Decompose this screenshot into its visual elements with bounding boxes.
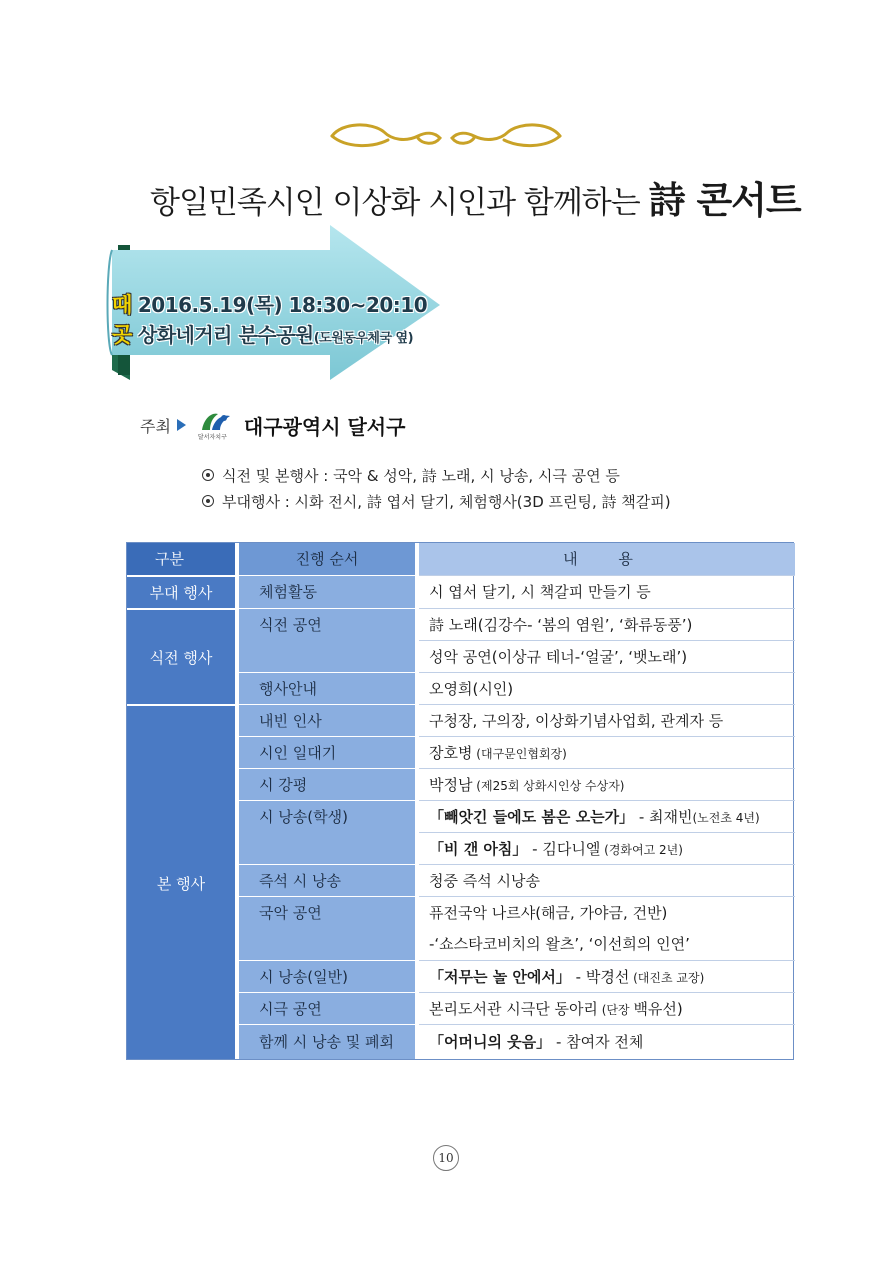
event-date: 2016.5.19(목) 18:30~20:10 [137, 293, 428, 317]
bullet-text: 부대행사 : 시화 전시, 詩 엽서 달기, 체험행사(3D 프린팅, 詩 책갈피) [222, 492, 671, 511]
table-row-order: 시 강평 [239, 768, 415, 800]
table-row-order: 시 낭송(학생) [239, 800, 415, 864]
poem-title: 「저무는 놀 안에서」 [429, 968, 571, 986]
event-place: 상화네거리 분수공원 [137, 323, 314, 347]
circle-dot-bullet-icon [202, 469, 214, 481]
poem-title: 「빼앗긴 들에도 봄은 오는가」 [429, 808, 635, 826]
table-row-order: 시 낭송(일반) [239, 960, 415, 992]
table-row-content: 퓨전국악 나르샤(해금, 가야금, 건반) [419, 896, 795, 928]
table-row-order: 행사안내 [239, 672, 415, 704]
category-side-event: 부대 행사 [127, 575, 235, 608]
table-row-order: 즉석 시 낭송 [239, 864, 415, 896]
event-date-line [112, 289, 427, 319]
dalseo-logo-icon [198, 410, 234, 432]
triangle-arrow-icon [177, 419, 186, 431]
poem-title: 「비 갠 아침」 [429, 840, 528, 858]
table-row-content [419, 800, 795, 832]
logo-caption: 달서자치구 [197, 434, 227, 441]
title-highlight: 詩 콘서트 [648, 178, 801, 222]
table-row-content [419, 832, 795, 864]
content-note: (노전초 4년) [692, 811, 760, 825]
decorative-ornament [322, 118, 570, 154]
when-label: 때 [112, 293, 133, 317]
content-note: (단장 [597, 1003, 634, 1017]
bullet-text: 식전 및 본행사 : 국악 & 성악, 詩 노래, 시 낭송, 시극 공연 등 [222, 466, 620, 485]
event-place-note: (도원동우체국 옆) [313, 331, 414, 346]
content-note: (대구문인협회장) [472, 747, 567, 761]
table-row-content [419, 1024, 795, 1060]
table-row-content [419, 960, 795, 992]
table-row-order: 국악 공연 [239, 896, 415, 960]
table-row-order: 내빈 인사 [239, 704, 415, 736]
content-note: (제25회 상화시인상 수상자) [472, 779, 625, 793]
host-line [140, 410, 405, 440]
table-row-content: 詩 노래(김강수- ‘봄의 염원’, ‘화류동풍’) [419, 608, 795, 640]
content-note: (대진초 교장) [629, 971, 705, 985]
list-item [202, 462, 671, 488]
content-main: 장호병 [429, 744, 473, 762]
content-main: 박정남 [429, 776, 473, 794]
host-name: 대구광역시 달서구 [243, 414, 406, 439]
content-main: - 최재빈 [634, 808, 693, 826]
table-row-order: 함께 시 낭송 및 폐회 [239, 1024, 415, 1060]
content-tail: 백유선) [633, 1000, 683, 1018]
table-row-content [419, 992, 795, 1024]
table-row-content: 오영희(시인) [419, 672, 795, 704]
table-row-order: 체험활동 [239, 575, 415, 608]
table-row-content: -‘쇼스타코비치의 왈츠’, ‘이선희의 인연’ [429, 935, 690, 953]
circle-dot-bullet-icon [202, 495, 214, 507]
where-label: 곳 [112, 323, 133, 347]
table-row-order: 시인 일대기 [239, 736, 415, 768]
table-row-order: 시극 공연 [239, 992, 415, 1024]
content-main: - 김다니엘 [527, 840, 601, 858]
event-place-line [112, 319, 427, 349]
header-order: 진행 순서 [239, 543, 415, 575]
title-main: 항일민족시인 이상화 시인과 함께하는 [150, 185, 640, 221]
table-row-content: 시 엽서 달기, 시 책갈피 만들기 등 [419, 575, 795, 608]
header-category: 구분 [127, 543, 235, 575]
schedule-table [126, 542, 794, 1060]
category-main-event: 본 행사 [127, 704, 235, 1060]
list-item [202, 488, 671, 514]
content-main: 본리도서관 시극단 동아리 [429, 1000, 598, 1018]
event-summary-list [202, 462, 671, 514]
table-row-content: 청중 즉석 시낭송 [419, 864, 795, 896]
table-row-content: 성악 공연(이상규 테너-‘얼굴’, ‘뱃노래’) [419, 640, 795, 672]
event-info [112, 289, 427, 349]
page-number: 10 [433, 1145, 459, 1171]
category-pre-event: 식전 행사 [127, 608, 235, 704]
table-row-content: 구청장, 구의장, 이상화기념사업회, 관계자 등 [419, 704, 795, 736]
content-main: - 참여자 전체 [551, 1033, 644, 1051]
poem-title: 「어머니의 웃음」 [429, 1033, 552, 1051]
content-main: - 박경선 [570, 968, 630, 986]
header-content: 내 용 [419, 543, 795, 575]
host-label: 주최 [140, 416, 171, 436]
table-row-content [419, 768, 795, 800]
table-row-content [419, 736, 795, 768]
table-row-order: 식전 공연 [239, 608, 415, 672]
dalseo-logo [198, 410, 234, 440]
content-note: (경화여고 2년) [600, 843, 683, 857]
